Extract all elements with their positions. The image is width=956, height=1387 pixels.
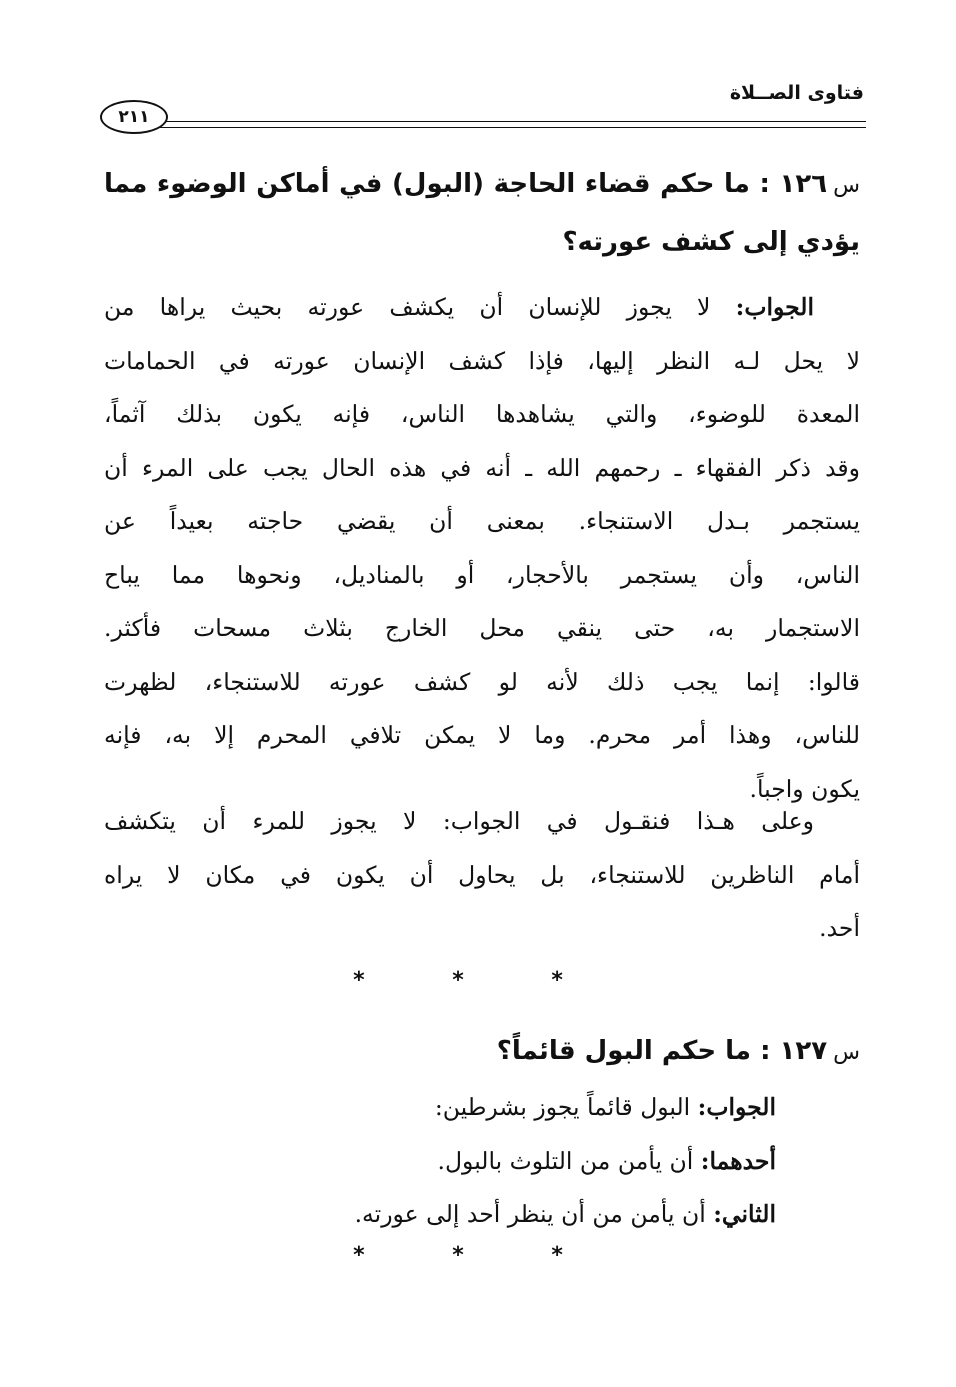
- question-126: [104, 155, 860, 271]
- answer-127: [355, 1081, 776, 1242]
- header-rule-double: [160, 127, 866, 128]
- conclusion-line: أمام الناظرين للاستنجاء، بل يحاول أن يكون في مكان لا يراه: [104, 860, 860, 889]
- answer-line: وقد ذكر الفقهاء ـ رحمهم الله ـ أنه في هذه الحال يجب على المرء أن: [104, 453, 860, 482]
- answer-line: الاستجمار به، حتى ينقي محل الخارج بثلاث مسحات فأكثر.: [104, 614, 860, 642]
- question-line: يؤدي إلى كشف عورته؟: [562, 227, 860, 257]
- conclusion-line: وعلى هـذا فنقـول في الجواب: لا يجوز للمرء أن يتكشف: [104, 807, 814, 835]
- running-title: فتاوى الصــلاة: [729, 82, 864, 104]
- header-rule: [160, 121, 866, 122]
- answer-line: يكون واجباً.: [749, 774, 860, 803]
- answer-line: يستجمر بـدل الاستنجاء. بمعنى أن يقضي حاجته بعيداً عن: [104, 507, 860, 535]
- answer-line: للناس، وهذا أمر محرم. وما لا يمكن تلافي المحرم إلا به، فإنه: [104, 721, 860, 749]
- question-127: [104, 1022, 860, 1080]
- question-marker-icon: س: [833, 1040, 860, 1065]
- question-marker-icon: س: [833, 173, 860, 198]
- conclusion-line: أحد.: [819, 914, 860, 942]
- section-separator: * * *: [353, 1243, 603, 1268]
- answer-126: [104, 281, 860, 816]
- answer-line: لا يحل لـه النظر إليها، فإذا كشف الإنسان عورته في الحمامات: [104, 346, 860, 375]
- question-line: س١٢٦ : ما حكم قضاء الحاجة (البول) في أماكن الوضوء مما: [104, 155, 860, 213]
- conclusion-126: [104, 795, 860, 956]
- answer-line: الجواب: لا يجوز للإنسان أن يكشف عورته بحيث يراها من: [104, 293, 814, 321]
- answer-lead: الجواب:: [735, 293, 814, 321]
- answer-line: الثاني: أن يأمن من أن ينظر أحد إلى عورته.: [354, 1200, 776, 1228]
- answer-line: المعدة للوضوء، والتي يشاهدها الناس، فإنه يكون بذلك آثماً،: [104, 400, 860, 428]
- answer-line: الناس، وأن يستجمر بالأحجار، أو بالمناديل، ونحوها مما يباح: [104, 560, 860, 589]
- page-number: ٢١١: [100, 100, 168, 134]
- answer-line: أحدهما: أن يأمن من التلوث بالبول.: [437, 1146, 776, 1175]
- section-separator: * * *: [353, 968, 603, 993]
- question-line: س١٢٧ : ما حكم البول قائماً؟: [104, 1022, 860, 1080]
- answer-line: الجواب: البول قائماً يجوز بشرطين:: [434, 1093, 776, 1121]
- answer-line: قالوا: إنما يجب ذلك لأنه لو كشف عورته للاستنجاء، لظهرت: [104, 667, 860, 696]
